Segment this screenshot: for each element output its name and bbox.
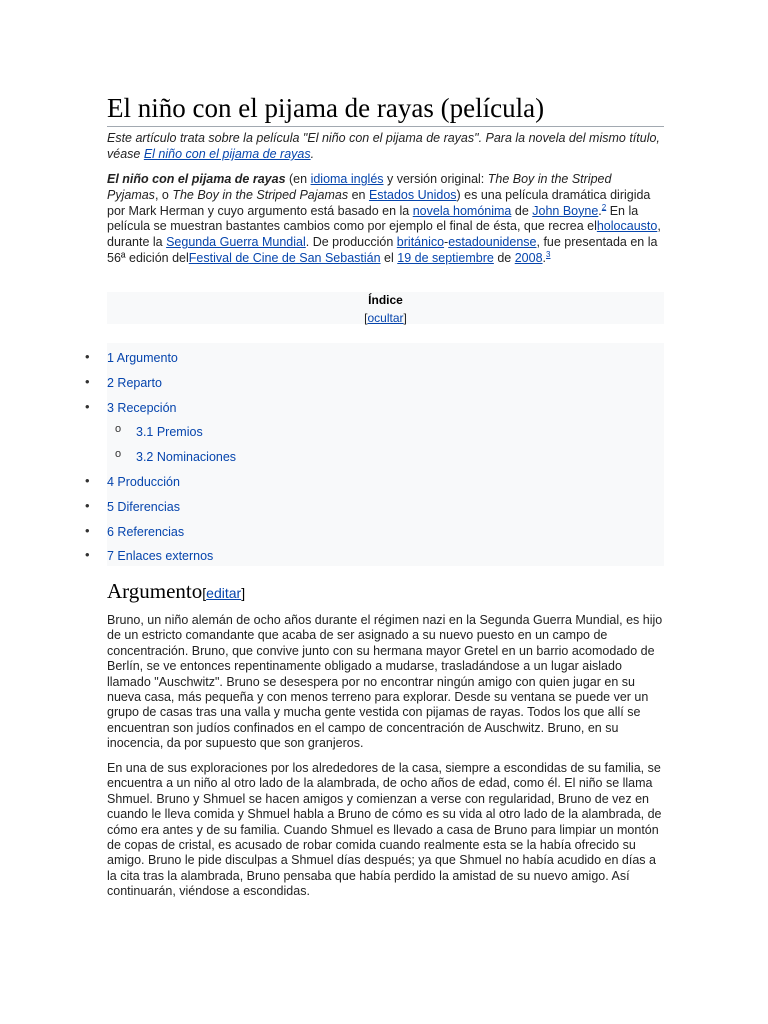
edit-section [202, 585, 245, 601]
lead-text: . [542, 250, 547, 265]
toc-item[interactable]: 3.2 Nominaciones [136, 450, 237, 465]
argument-paragraph-1: Bruno, un niño alemán de ocho años durante el régimen nazi en la Segunda Guerra Mundial, es hijo de un estricto comandante que acaba de ser asignado a su nuevo puesto en un campo de concentración. Bruno, que convive junto con su hermana mayor Gretel en un barrio acomodado de Berlín, se ve entonces repentinamente obligado a mudarse, trasladándose a un lugar aislado llamado "Auschwitz". Bruno se desespera por no encontrar ningún amigo con quien jugar en su nueva casa, más pequeña y con menos terreno para explorar. Desde su ventana se puede ver un grupo de casas tras una valla y mucha gente vestida con pijamas de rayas. Todos los que allí se encuentran son judíos confinados en el campo de concentración de Auschwitz. Bruno, en su inocencia, da por supuesto que son granjeros. [107, 613, 663, 751]
page-title: El niño con el pijama de rayas (película) [107, 92, 664, 127]
toc-bullet: • [85, 398, 90, 414]
toc-bracket-close: ] [403, 311, 407, 325]
hatnote [107, 130, 664, 162]
lead-text: En la película se muestran bastantes cambios como por ejemplo el final de ésta, que recrea el [107, 203, 639, 234]
toc-item[interactable]: 3.1 Premios [136, 425, 203, 440]
edit-bracket-open: [ [202, 585, 207, 601]
toc-item[interactable]: 6 Referencias [107, 524, 185, 539]
toc-toggle [107, 310, 664, 326]
lead-text: el [380, 250, 398, 265]
link-britanico[interactable]: británico [396, 235, 445, 250]
lead-text: (en [285, 172, 311, 186]
toc-item[interactable]: 2 Reparto [107, 375, 162, 390]
lead-text: de [493, 250, 515, 265]
lead-text: , o [154, 187, 173, 202]
lead-text: de [511, 203, 533, 218]
link-novela-homonima[interactable]: novela homónima [412, 203, 512, 218]
reference-3[interactable]: 3 [546, 249, 551, 259]
lead-bold-title: El niño con el pijama de rayas [107, 172, 286, 186]
link-19-septiembre[interactable]: 19 de septiembre [397, 250, 494, 265]
toc-item[interactable]: 7 Enlaces externos [107, 549, 214, 564]
link-segunda-guerra-mundial[interactable]: Segunda Guerra Mundial [166, 235, 306, 250]
lead-italic-title-2: The Boy in the Striped Pajamas [172, 187, 349, 202]
toc-hide-link[interactable]: ocultar [367, 311, 404, 325]
lead-text: ) es una película dramática dirigida por Mark Herman y cuyo argumento está basado en la [107, 187, 651, 218]
hatnote-link[interactable]: El niño con el pijama de rayas [143, 147, 311, 161]
article [107, 92, 664, 267]
lead-text: , fue presentada en la 56ª edición del [107, 235, 658, 265]
edit-bracket-close: ] [241, 585, 246, 601]
lead-text: . [598, 203, 602, 218]
lead-text: , durante la [107, 219, 661, 250]
lead-text: en [348, 187, 369, 202]
hatnote-end: . [310, 147, 315, 161]
toc-bullet: • [85, 473, 90, 488]
toc-bullet: • [85, 349, 90, 364]
link-idioma-ingles[interactable]: idioma inglés [310, 172, 384, 186]
toc-item[interactable]: 4 Producción [107, 475, 180, 489]
toc-item[interactable]: 1 Argumento [107, 351, 178, 365]
toc-title: Índice [368, 293, 403, 307]
lead-text: . De producción [305, 235, 397, 250]
link-estados-unidos[interactable]: Estados Unidos [368, 187, 457, 202]
edit-link[interactable]: editar [206, 585, 242, 601]
link-estadounidense[interactable]: estadounidense [448, 235, 537, 250]
reference-2[interactable]: 2 [601, 202, 607, 212]
lead-italic-title-1: The Boy in the Striped Pyjamas [107, 172, 612, 202]
lead-text: y versión original: [383, 172, 488, 186]
toc-item[interactable]: 3 Recepción [107, 400, 177, 415]
toc-item[interactable]: 5 Diferencias [107, 499, 180, 514]
toc-bullet: • [85, 373, 90, 389]
toc-bracket-open: [ [364, 311, 368, 325]
lead-text: - [444, 235, 449, 250]
toc-bullet: • [85, 497, 90, 513]
toc-bullet: • [85, 522, 90, 538]
toc-sub-bullet: o [115, 448, 122, 461]
section-heading-argumento [107, 578, 664, 606]
link-john-boyne[interactable]: John Boyne [532, 203, 599, 218]
link-holocausto[interactable]: holocausto [596, 219, 658, 234]
hatnote-text: Este artículo trata sobre la película "El niño con el pijama de rayas". Para la novela del mismo título, véase [107, 131, 660, 161]
toc-sub-bullet: o [115, 423, 122, 436]
link-festival-san-sebastian[interactable]: Festival de Cine de San Sebastián [188, 250, 381, 265]
argument-paragraph-2: En una de sus exploraciones por los alrededores de la casa, siempre a escondidas de su familia, se encuentra a un niño al otro lado de la alambrada, de ocho años de edad, como él. El niño se llama Shmuel. Bruno y Shmuel se hacen amigos y comienzan a verse con regularidad, Bruno de vez en cuando le lleva comida y Shmuel habla a Bruno de cómo es su vida al otro lado de la alambrada, de cómo era antes y de su familia. Cuando Shmuel es llevado a casa de Bruno para limpiar un montón de copas de cristal, es acusado de robar comida cuando realmente esta se la había ofrecido su amigo. Bruno le pide disculpas a Shmuel días después; ya que Shmuel no había acudido en días a la cita tras la alambrada, Bruno pensaba que había perdido la amistad de su nuevo amigo. Así continuarán, viéndose a escondidas. [107, 761, 662, 899]
toc-header [107, 292, 664, 324]
link-2008[interactable]: 2008 [514, 250, 543, 265]
section-heading-text: Argumento [107, 579, 203, 603]
toc-bullet: • [85, 547, 90, 563]
lead-paragraph [107, 172, 664, 267]
